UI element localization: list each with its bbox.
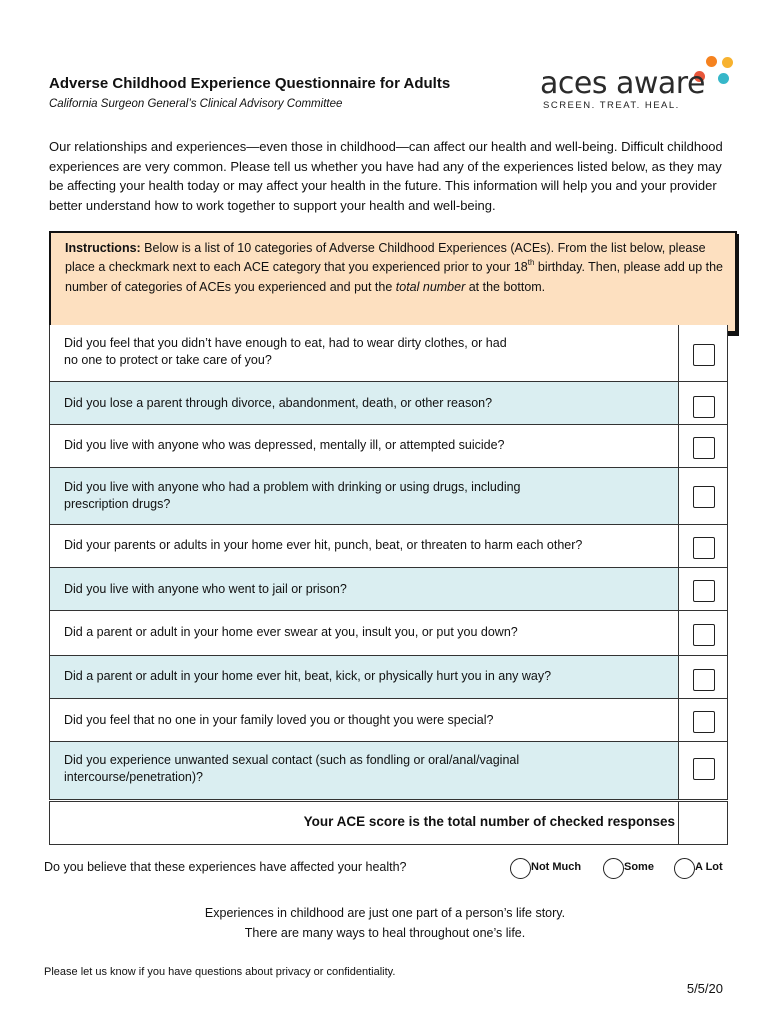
radio-circle[interactable] [510,858,531,879]
question-3-checkbox[interactable] [693,437,715,459]
question-text: Did you live with anyone who was depressed, mentally ill, or attempted suicide? [64,438,505,452]
instructions-box [49,231,737,333]
questions-table [49,325,728,800]
question-4-checkbox[interactable] [693,486,715,508]
question-row [49,742,728,800]
question-text: Did your parents or adults in your home ever hit, punch, beat, or threaten to harm each other? [64,538,583,552]
question-row [49,382,728,425]
closing-line-2: There are many ways to heal throughout one’s life. [244,926,526,940]
option-label: Some [624,861,654,873]
instructions-emphasis: total number [395,279,466,294]
question-row [49,425,728,468]
question-row [49,468,728,525]
page-subtitle: California Surgeon General’s Clinical Advisory Committee [49,98,343,110]
question-1-checkbox[interactable] [693,344,715,366]
logo-wordmark: aces aware [540,66,705,101]
question-2-checkbox[interactable] [693,396,715,418]
ace-score-input[interactable] [678,802,727,844]
question-text: Did you lose a parent through divorce, abandonment, death, or other reason? [64,396,493,410]
option-label: A Lot [695,861,723,873]
document-date: 5/5/20 [686,981,723,996]
intro-paragraph: Our relationships and experiences—even those in childhood—can affect our health and well-being. Difficult childhood experiences are very common. Please tell us whether you have had any of the experiences listed below, as they may be affecting your health today or may affect your health in the future. This information will help you and your provider better understand how to work together to support your health and well-being. [49,139,723,213]
health-question: Do you believe that these experiences have affected your health? [44,860,407,874]
question-row [49,568,728,611]
option-label: Not Much [531,861,582,873]
question-row [49,325,728,382]
question-text: Did you experience unwanted sexual contact (such as fondling or oral/anal/vaginal intercourse/penetration)? [64,753,520,784]
question-row [49,611,728,656]
aces-aware-logo [540,54,740,114]
instructions-text-3: at the bottom. [465,279,546,294]
instructions-text-2: birthday. Then, please add up the number of categories of ACEs you experienced and put the [65,260,723,294]
question-7-checkbox[interactable] [693,624,715,646]
question-text: Did you feel that no one in your family loved you or thought you were special? [64,713,494,727]
logo-dot-teal [718,73,729,84]
question-text: Did you live with anyone who had a problem with drinking or using drugs, including prescription drugs? [64,480,521,511]
closing-line-1: Experiences in childhood are just one part of a person’s life story. [204,906,566,920]
privacy-note: Please let us know if you have questions about privacy or confidentiality. [44,966,396,978]
question-10-checkbox[interactable] [693,758,715,780]
logo-tagline: SCREEN. TREAT. HEAL. [543,100,680,111]
ace-score-label: Your ACE score is the total number of checked responses [303,814,675,829]
question-8-checkbox[interactable] [693,669,715,691]
question-text: Did you feel that you didn’t have enough to eat, had to wear dirty clothes, or had no one to protect or take care of you? [64,336,507,367]
question-text: Did a parent or adult in your home ever swear at you, insult you, or put you down? [64,625,518,639]
instructions-text-1: Below is a list of 10 categories of Adverse Childhood Experiences (ACEs). From the list below, please place a checkmark next to each ACE category that you experienced prior to your 18 [65,241,706,275]
logo-dot-yellow [722,57,733,68]
question-5-checkbox[interactable] [693,537,715,559]
question-row [49,699,728,742]
question-row [49,656,728,699]
question-text: Did you live with anyone who went to jail or prison? [64,582,347,596]
ace-score-row [49,801,728,845]
question-text: Did a parent or adult in your home ever hit, beat, kick, or physically hurt you in any way? [64,669,552,683]
question-6-checkbox[interactable] [693,580,715,602]
instructions-sup: th [527,258,535,268]
question-row [49,525,728,568]
radio-circle[interactable] [674,858,695,879]
logo-dot-orange [706,56,717,67]
radio-circle[interactable] [603,858,624,879]
page-title: Adverse Childhood Experience Questionnaire for Adults [49,75,451,92]
instructions-label: Instructions: [65,241,141,255]
question-9-checkbox[interactable] [693,711,715,733]
